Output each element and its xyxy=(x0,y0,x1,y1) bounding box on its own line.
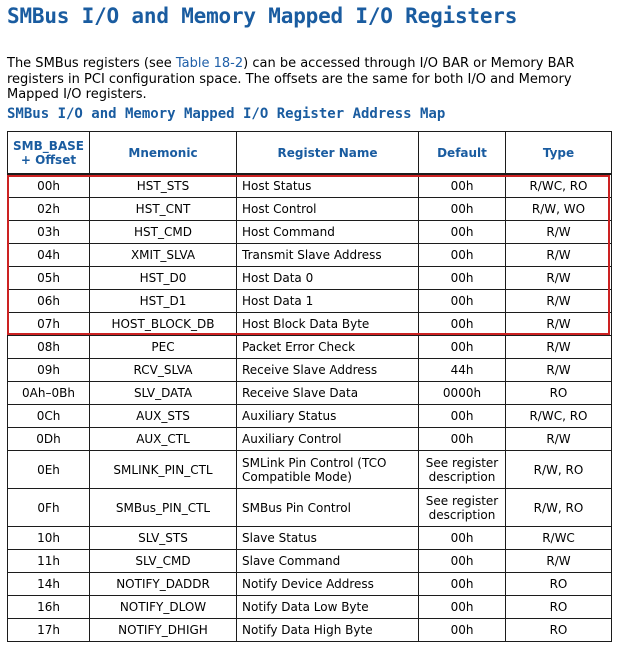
cell-type: RO xyxy=(506,619,612,642)
table-row xyxy=(8,198,612,221)
cell-default: See register description xyxy=(419,489,506,527)
cell-mnemonic: HST_D0 xyxy=(90,267,237,290)
cell-default: 00h xyxy=(419,198,506,221)
cell-type: RO xyxy=(506,596,612,619)
cell-default: See register description xyxy=(419,451,506,489)
cell-register-name: Host Command xyxy=(237,221,419,244)
cell-default: 00h xyxy=(419,174,506,198)
header-mnemonic: Mnemonic xyxy=(90,132,237,175)
cell-register-name: Slave Command xyxy=(237,550,419,573)
cell-mnemonic: HOST_BLOCK_DB xyxy=(90,313,237,336)
cell-type: R/W xyxy=(506,290,612,313)
table-row xyxy=(8,267,612,290)
cell-offset: 0Fh xyxy=(8,489,90,527)
cell-default: 00h xyxy=(419,405,506,428)
cell-offset: 09h xyxy=(8,359,90,382)
intro-text-after: ) can be accessed through I/O BAR or Memory BAR registers in PCI configuration space. The offsets are the same for both I/O and Memory Mapped I/O registers. xyxy=(7,56,575,102)
intro-paragraph xyxy=(7,56,613,103)
cell-default: 00h xyxy=(419,573,506,596)
cell-mnemonic: SMLINK_PIN_CTL xyxy=(90,451,237,489)
cell-default: 00h xyxy=(419,619,506,642)
cell-type: R/W, RO xyxy=(506,489,612,527)
header-offset-line1: SMB_BASE xyxy=(12,138,84,153)
cell-mnemonic: AUX_CTL xyxy=(90,428,237,451)
table-reference-link[interactable]: Table 18-2 xyxy=(175,56,244,71)
table-row xyxy=(8,359,612,382)
cell-mnemonic: HST_STS xyxy=(90,174,237,198)
cell-register-name: SMLink Pin Control (TCO Compatible Mode) xyxy=(237,451,419,489)
cell-default: 00h xyxy=(419,527,506,550)
cell-offset: 08h xyxy=(8,336,90,359)
cell-register-name: Slave Status xyxy=(237,527,419,550)
header-offset-line2: + Offset xyxy=(20,152,77,167)
cell-mnemonic: XMIT_SLVA xyxy=(90,244,237,267)
cell-offset: 0Dh xyxy=(8,428,90,451)
cell-mnemonic: HST_CMD xyxy=(90,221,237,244)
cell-mnemonic: SMBus_PIN_CTL xyxy=(90,489,237,527)
cell-offset: 05h xyxy=(8,267,90,290)
table-row xyxy=(8,428,612,451)
cell-mnemonic: SLV_CMD xyxy=(90,550,237,573)
cell-default: 44h xyxy=(419,359,506,382)
cell-default: 00h xyxy=(419,336,506,359)
cell-type: R/WC xyxy=(506,527,612,550)
cell-type: R/W xyxy=(506,267,612,290)
cell-offset: 14h xyxy=(8,573,90,596)
cell-mnemonic: AUX_STS xyxy=(90,405,237,428)
cell-offset: 04h xyxy=(8,244,90,267)
cell-default: 00h xyxy=(419,267,506,290)
table-row xyxy=(8,451,612,489)
cell-default: 00h xyxy=(419,290,506,313)
cell-mnemonic: SLV_STS xyxy=(90,527,237,550)
cell-type: R/WC, RO xyxy=(506,174,612,198)
cell-register-name: Notify Device Address xyxy=(237,573,419,596)
table-row xyxy=(8,336,612,359)
table-row xyxy=(8,290,612,313)
cell-type: R/W, WO xyxy=(506,198,612,221)
cell-type: R/W xyxy=(506,313,612,336)
cell-type: R/W xyxy=(506,221,612,244)
cell-type: RO xyxy=(506,573,612,596)
cell-mnemonic: SLV_DATA xyxy=(90,382,237,405)
table-row xyxy=(8,244,612,267)
page-title: SMBus I/O and Memory Mapped I/O Registers xyxy=(7,4,518,28)
cell-mnemonic: RCV_SLVA xyxy=(90,359,237,382)
cell-register-name: Host Status xyxy=(237,174,419,198)
cell-offset: 0Ah–0Bh xyxy=(8,382,90,405)
cell-offset: 16h xyxy=(8,596,90,619)
cell-register-name: Auxiliary Control xyxy=(237,428,419,451)
cell-register-name: Host Data 0 xyxy=(237,267,419,290)
cell-mnemonic: HST_D1 xyxy=(90,290,237,313)
cell-mnemonic: NOTIFY_DADDR xyxy=(90,573,237,596)
table-row xyxy=(8,619,612,642)
table-row xyxy=(8,550,612,573)
cell-register-name: Host Block Data Byte xyxy=(237,313,419,336)
header-type: Type xyxy=(506,132,612,175)
cell-type: R/W xyxy=(506,244,612,267)
cell-offset: 07h xyxy=(8,313,90,336)
cell-mnemonic: HST_CNT xyxy=(90,198,237,221)
cell-register-name: Receive Slave Data xyxy=(237,382,419,405)
cell-default: 00h xyxy=(419,221,506,244)
table-title: SMBus I/O and Memory Mapped I/O Register Address Map xyxy=(7,106,446,122)
cell-register-name: Notify Data Low Byte xyxy=(237,596,419,619)
cell-register-name: Packet Error Check xyxy=(237,336,419,359)
intro-text-before: The SMBus registers (see xyxy=(7,56,176,71)
cell-type: RO xyxy=(506,382,612,405)
cell-type: R/WC, RO xyxy=(506,405,612,428)
cell-register-name: Auxiliary Status xyxy=(237,405,419,428)
header-register-name: Register Name xyxy=(237,132,419,175)
cell-type: R/W xyxy=(506,550,612,573)
cell-default: 00h xyxy=(419,550,506,573)
cell-register-name: Notify Data High Byte xyxy=(237,619,419,642)
cell-type: R/W xyxy=(506,428,612,451)
cell-offset: 10h xyxy=(8,527,90,550)
cell-offset: 11h xyxy=(8,550,90,573)
header-offset xyxy=(8,132,90,175)
table-row xyxy=(8,527,612,550)
header-default: Default xyxy=(419,132,506,175)
cell-mnemonic: PEC xyxy=(90,336,237,359)
table-row xyxy=(8,596,612,619)
cell-register-name: Receive Slave Address xyxy=(237,359,419,382)
cell-register-name: SMBus Pin Control xyxy=(237,489,419,527)
table-header-row xyxy=(8,132,612,175)
cell-offset: 0Eh xyxy=(8,451,90,489)
cell-default: 0000h xyxy=(419,382,506,405)
cell-default: 00h xyxy=(419,596,506,619)
table-row xyxy=(8,573,612,596)
cell-offset: 06h xyxy=(8,290,90,313)
register-address-map-table xyxy=(7,131,612,642)
cell-offset: 03h xyxy=(8,221,90,244)
cell-offset: 0Ch xyxy=(8,405,90,428)
cell-type: R/W xyxy=(506,359,612,382)
cell-offset: 00h xyxy=(8,174,90,198)
cell-type: R/W xyxy=(506,336,612,359)
cell-default: 00h xyxy=(419,313,506,336)
cell-default: 00h xyxy=(419,428,506,451)
cell-offset: 17h xyxy=(8,619,90,642)
cell-default: 00h xyxy=(419,244,506,267)
cell-offset: 02h xyxy=(8,198,90,221)
table-row xyxy=(8,405,612,428)
table-row xyxy=(8,489,612,527)
table-row xyxy=(8,382,612,405)
table-row xyxy=(8,221,612,244)
cell-register-name: Transmit Slave Address xyxy=(237,244,419,267)
cell-register-name: Host Data 1 xyxy=(237,290,419,313)
cell-type: R/W, RO xyxy=(506,451,612,489)
cell-mnemonic: NOTIFY_DHIGH xyxy=(90,619,237,642)
cell-register-name: Host Control xyxy=(237,198,419,221)
table-row xyxy=(8,174,612,198)
table-row xyxy=(8,313,612,336)
cell-mnemonic: NOTIFY_DLOW xyxy=(90,596,237,619)
